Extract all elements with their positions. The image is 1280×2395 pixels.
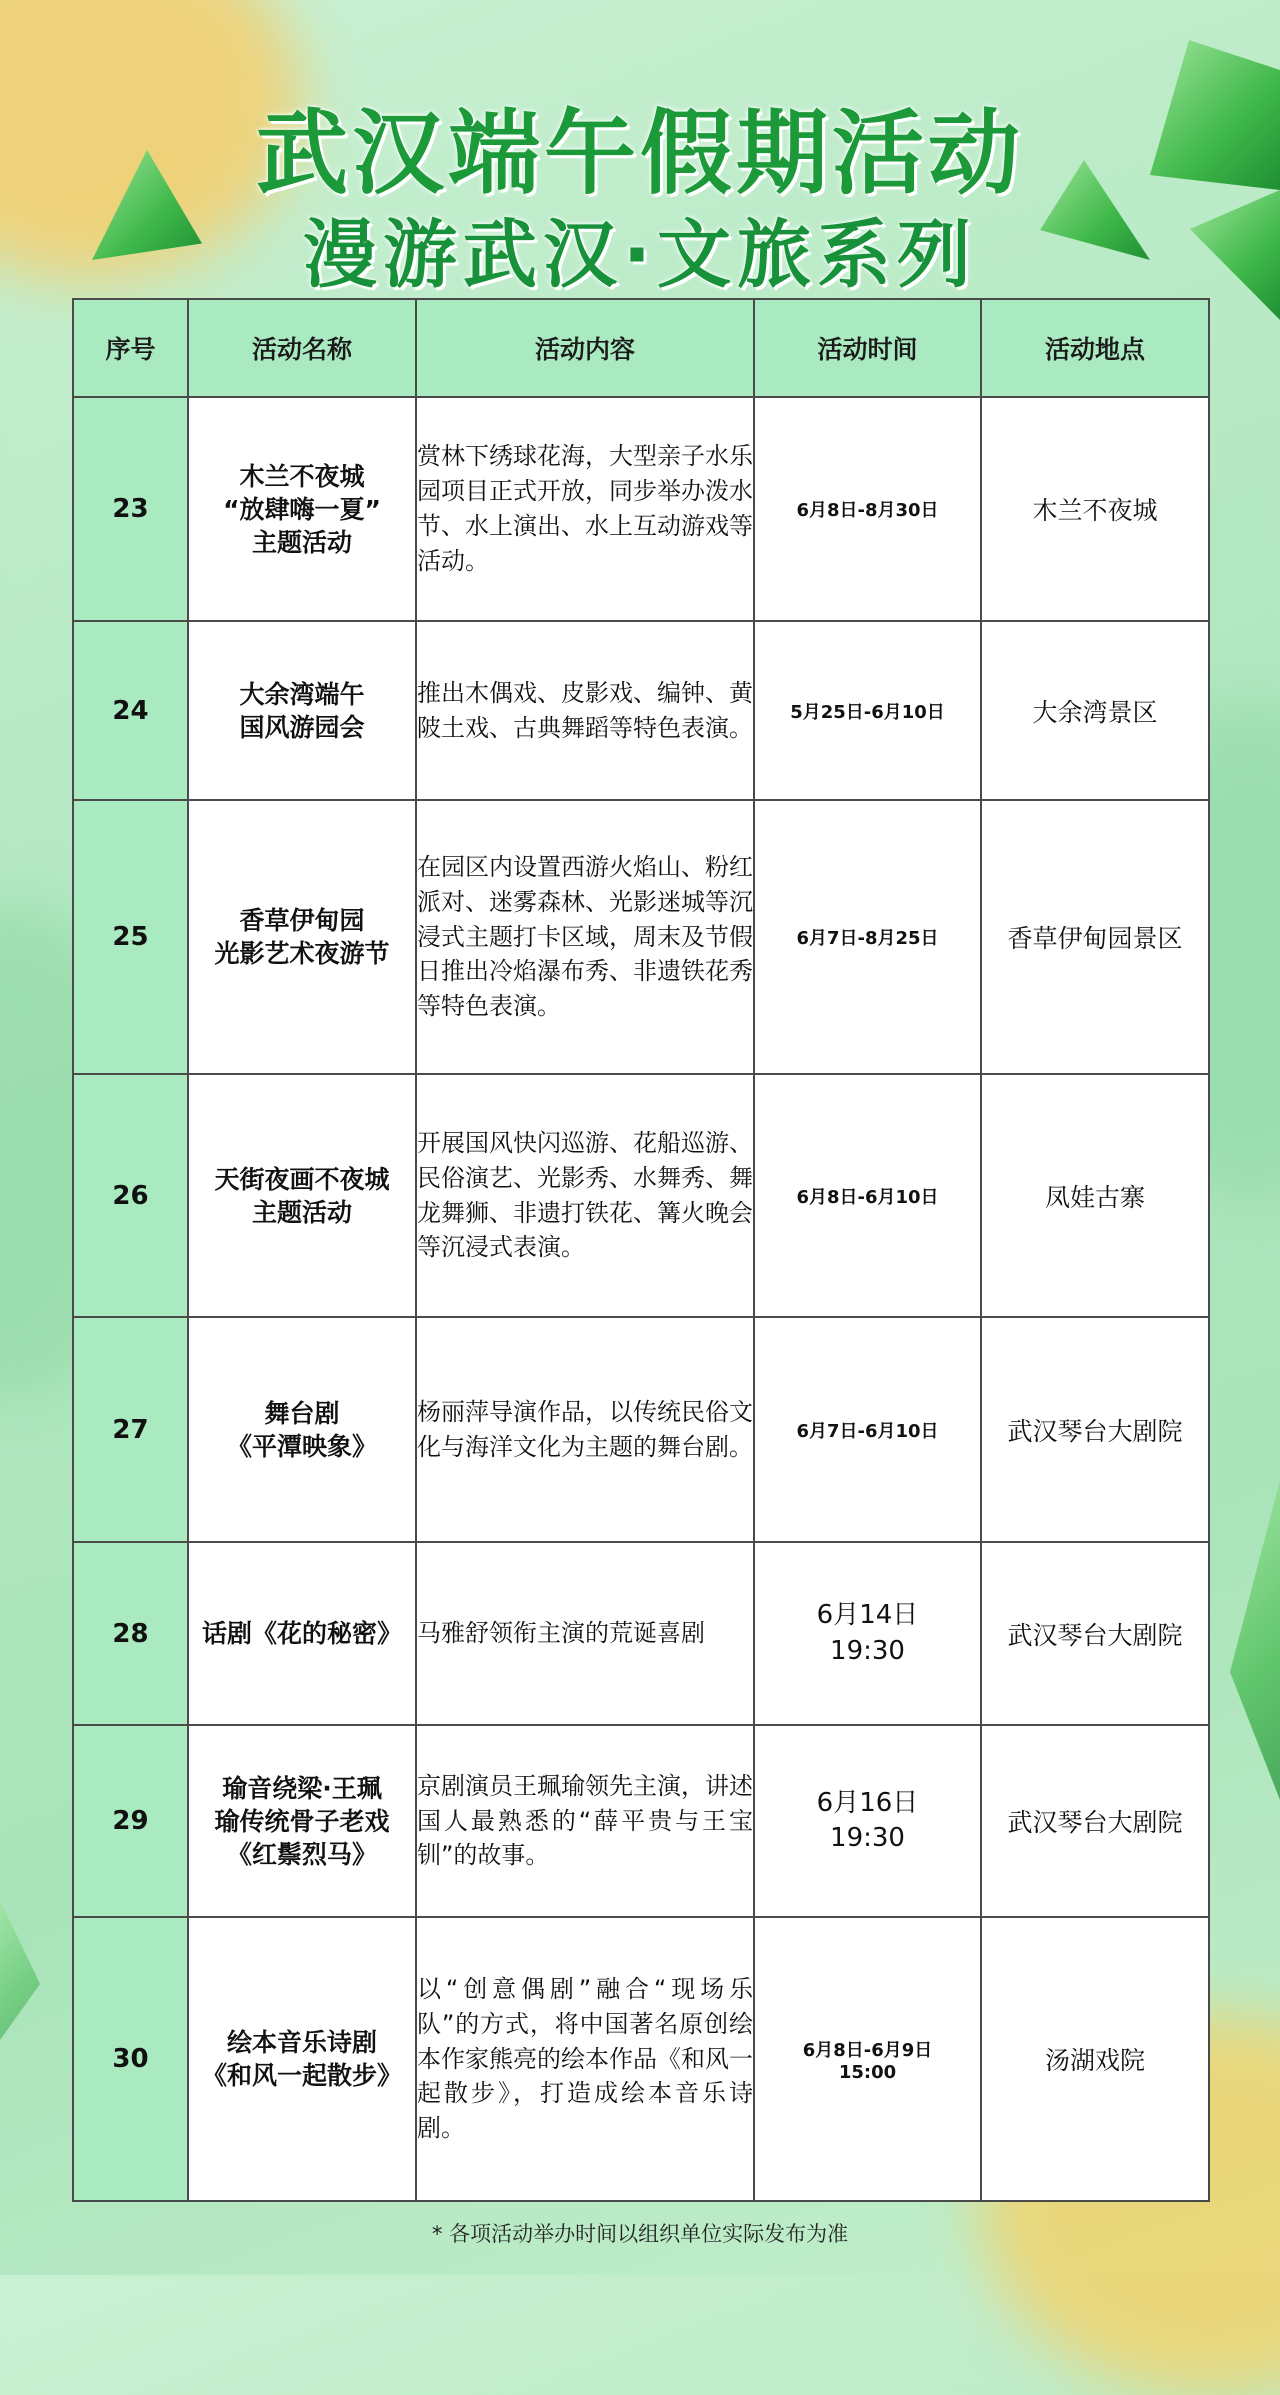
header-place: 活动地点 [981, 299, 1209, 397]
row-activity-place: 凤娃古寨 [981, 1074, 1209, 1317]
table-row [73, 800, 1209, 1074]
row-activity-content: 开展国风快闪巡游、花船巡游、民俗演艺、光影秀、水舞秀、舞龙舞狮、非遗打铁花、篝火晚会等沉浸式表演。 [416, 1074, 754, 1317]
row-activity-place: 武汉琴台大剧院 [981, 1725, 1209, 1917]
row-activity-content: 马雅舒领衔主演的荒诞喜剧 [416, 1542, 754, 1725]
page-title: 武汉端午假期活动 [255, 100, 1024, 207]
row-activity-time: 6月8日-8月30日 [754, 397, 981, 621]
bamboo-leaf-icon [0, 1900, 40, 2040]
row-seq: 25 [73, 800, 188, 1074]
header-content: 活动内容 [416, 299, 754, 397]
row-activity-name: 木兰不夜城 “放肆嗨一夏” 主题活动 [188, 397, 416, 621]
header-name: 活动名称 [188, 299, 416, 397]
footnote: * 各项活动举办时间以组织单位实际发布为准 [431, 2222, 849, 2246]
row-activity-time: 6月8日-6月10日 [754, 1074, 981, 1317]
row-activity-time: 6月7日-8月25日 [754, 800, 981, 1074]
row-activity-name: 舞台剧 《平潭映象》 [188, 1317, 416, 1542]
row-activity-place: 木兰不夜城 [981, 397, 1209, 621]
row-activity-place: 武汉琴台大剧院 [981, 1542, 1209, 1725]
row-seq: 29 [73, 1725, 188, 1917]
page-subtitle: 漫游武汉·文旅系列 [302, 212, 978, 298]
table-row [73, 1074, 1209, 1317]
row-activity-place: 大余湾景区 [981, 621, 1209, 800]
row-seq: 23 [73, 397, 188, 621]
row-activity-name: 话剧《花的秘密》 [188, 1542, 416, 1725]
table-row [73, 1317, 1209, 1542]
row-activity-name: 瑜音绕梁·王珮 瑜传统骨子老戏 《红鬃烈马》 [188, 1725, 416, 1917]
row-activity-time: 6月14日 19:30 [754, 1542, 981, 1725]
row-activity-time: 6月7日-6月10日 [754, 1317, 981, 1542]
row-activity-place: 汤湖戏院 [981, 1917, 1209, 2201]
row-activity-content: 杨丽萍导演作品，以传统民俗文化与海洋文化为主题的舞台剧。 [416, 1317, 754, 1542]
table-row [73, 1917, 1209, 2201]
table-row [73, 1725, 1209, 1917]
row-seq: 27 [73, 1317, 188, 1542]
row-activity-content: 以“创意偶剧”融合“现场乐队”的方式，将中国著名原创绘本作家熊亮的绘本作品《和风一起散步》，打造成绘本音乐诗剧。 [416, 1917, 754, 2201]
row-activity-name: 香草伊甸园 光影艺术夜游节 [188, 800, 416, 1074]
row-activity-name: 天街夜画不夜城 主题活动 [188, 1074, 416, 1317]
row-activity-time: 6月8日-6月9日 15:00 [754, 1917, 981, 2201]
row-seq: 24 [73, 621, 188, 800]
row-activity-content: 京剧演员王珮瑜领先主演，讲述国人最熟悉的“薛平贵与王宝钏”的故事。 [416, 1725, 754, 1917]
row-activity-time: 5月25日-6月10日 [754, 621, 981, 800]
table-row [73, 621, 1209, 800]
row-activity-time: 6月16日 19:30 [754, 1725, 981, 1917]
table-row [73, 397, 1209, 621]
row-activity-content: 赏林下绣球花海，大型亲子水乐园项目正式开放，同步举办泼水节、水上演出、水上互动游戏等活动。 [416, 397, 754, 621]
row-activity-name: 大余湾端午 国风游园会 [188, 621, 416, 800]
row-seq: 30 [73, 1917, 188, 2201]
row-activity-place: 香草伊甸园景区 [981, 800, 1209, 1074]
table-header-row [73, 299, 1209, 397]
row-activity-content: 推出木偶戏、皮影戏、编钟、黄陂土戏、古典舞蹈等特色表演。 [416, 621, 754, 800]
header-seq: 序号 [73, 299, 188, 397]
row-activity-content: 在园区内设置西游火焰山、粉红派对、迷雾森林、光影迷城等沉浸式主题打卡区域，周末及节假日推出冷焰瀑布秀、非遗铁花秀等特色表演。 [416, 800, 754, 1074]
header-time: 活动时间 [754, 299, 981, 397]
row-seq: 28 [73, 1542, 188, 1725]
activity-schedule-table [72, 298, 1210, 2202]
table-row [73, 1542, 1209, 1725]
row-activity-name: 绘本音乐诗剧 《和风一起散步》 [188, 1917, 416, 2201]
row-activity-place: 武汉琴台大剧院 [981, 1317, 1209, 1542]
row-seq: 26 [73, 1074, 188, 1317]
bamboo-leaf-icon [1230, 1480, 1280, 1800]
